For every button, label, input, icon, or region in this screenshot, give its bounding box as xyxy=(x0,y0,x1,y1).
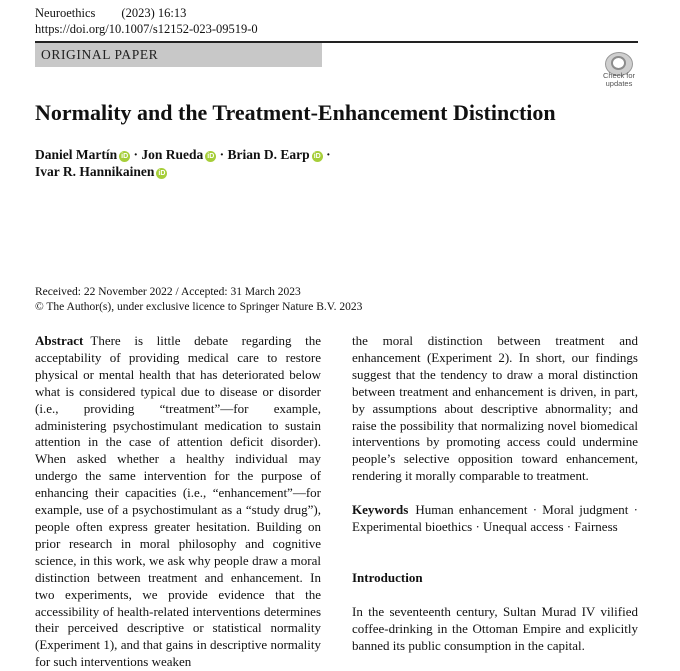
received-accepted: Received: 22 November 2022 / Accepted: 31 March 2023 xyxy=(35,286,301,298)
journal-volume: (2023) 16:13 xyxy=(121,6,187,20)
orcid-icon[interactable]: iD xyxy=(121,153,129,160)
abstract-column-right xyxy=(352,333,638,655)
keywords-label: Keywords xyxy=(352,502,409,518)
author-name[interactable]: Daniel Martín xyxy=(35,147,118,162)
abstract-text: There is little debate regarding the acceptability of providing medical care to restore physical or mental health that has deteriorated below what is considered typical due to disease or disorder (i.e., providing “treatment”—for example, administering psychostimulant medication to sustain attention in the case of attention deficit disorder). When asked whether a healthy individual may undergo the same intervention for the purpose of enhancing their capacities (i.e., “enhancement”—for example, use of a psychostimulant as a “study drug”), people often express greater hesitation. Building on prior research in moral philosophy and cognitive science, in this work, we ask why people draw a moral distinction between treatment and enhancement. In two experiments, we provide evidence that the accessibility of health-related interventions determines their perceived descriptive or statistical normality (Experiment 1), and that gains in descriptive normality for such interventions weaken xyxy=(35,333,321,670)
check-for-updates-button[interactable] xyxy=(600,52,638,89)
keywords xyxy=(352,502,638,536)
orcid-icon[interactable]: iD xyxy=(207,153,215,160)
author-name[interactable]: Ivar R. Hannikainen xyxy=(35,164,155,179)
author-list: Daniel Martín iD · Jon Rueda iD · Brian D. Earp iD · Ivar R. Hannikainen iD xyxy=(35,147,331,179)
article-type-badge: ORIGINAL PAPER xyxy=(35,43,322,67)
check-for-updates-label: Check for updates xyxy=(602,71,636,88)
journal-line xyxy=(35,5,186,21)
publication-dates xyxy=(35,285,362,315)
author-name[interactable]: Brian D. Earp xyxy=(227,147,310,162)
introduction-text: In the seventeenth century, Sultan Murad IV vilified coffee-drinking in the Ottoman Empire and explicitly banned its public consumption in the capital. xyxy=(352,603,638,653)
abstract-text-continued: the moral distinction between treatment and enhancement (Experiment 2). In short, our findings suggest that the tendency to draw a moral distinction between treatment and enhancement is driven, in part, by assumptions about descriptive abnormality; and raise the possibility that normalizing novel biomedical interventions by promoting access could undermine people’s selective opposition toward enhancement, rendering it morally comparable to treatment. xyxy=(352,333,638,484)
copyright-line: © The Author(s), under exclusive licence to Springer Nature B.V. 2023 xyxy=(35,301,363,313)
abstract-label: Abstract xyxy=(35,333,84,348)
doi-link[interactable]: https://doi.org/10.1007/s12152-023-09519-0 xyxy=(35,22,258,36)
orcid-icon[interactable]: iD xyxy=(313,153,321,160)
introduction-heading: Introduction xyxy=(352,569,423,585)
paper-title: Normality and the Treatment-Enhancement Distinction xyxy=(35,100,556,125)
orcid-icon[interactable]: iD xyxy=(158,170,166,177)
author-name[interactable]: Jon Rueda xyxy=(141,147,204,162)
abstract-column-left xyxy=(35,333,321,671)
keywords-text: Human enhancement · Moral judgment · Experimental bioethics · Unequal access · Fairness xyxy=(352,502,638,535)
journal-name: Neuroethics xyxy=(35,6,96,20)
